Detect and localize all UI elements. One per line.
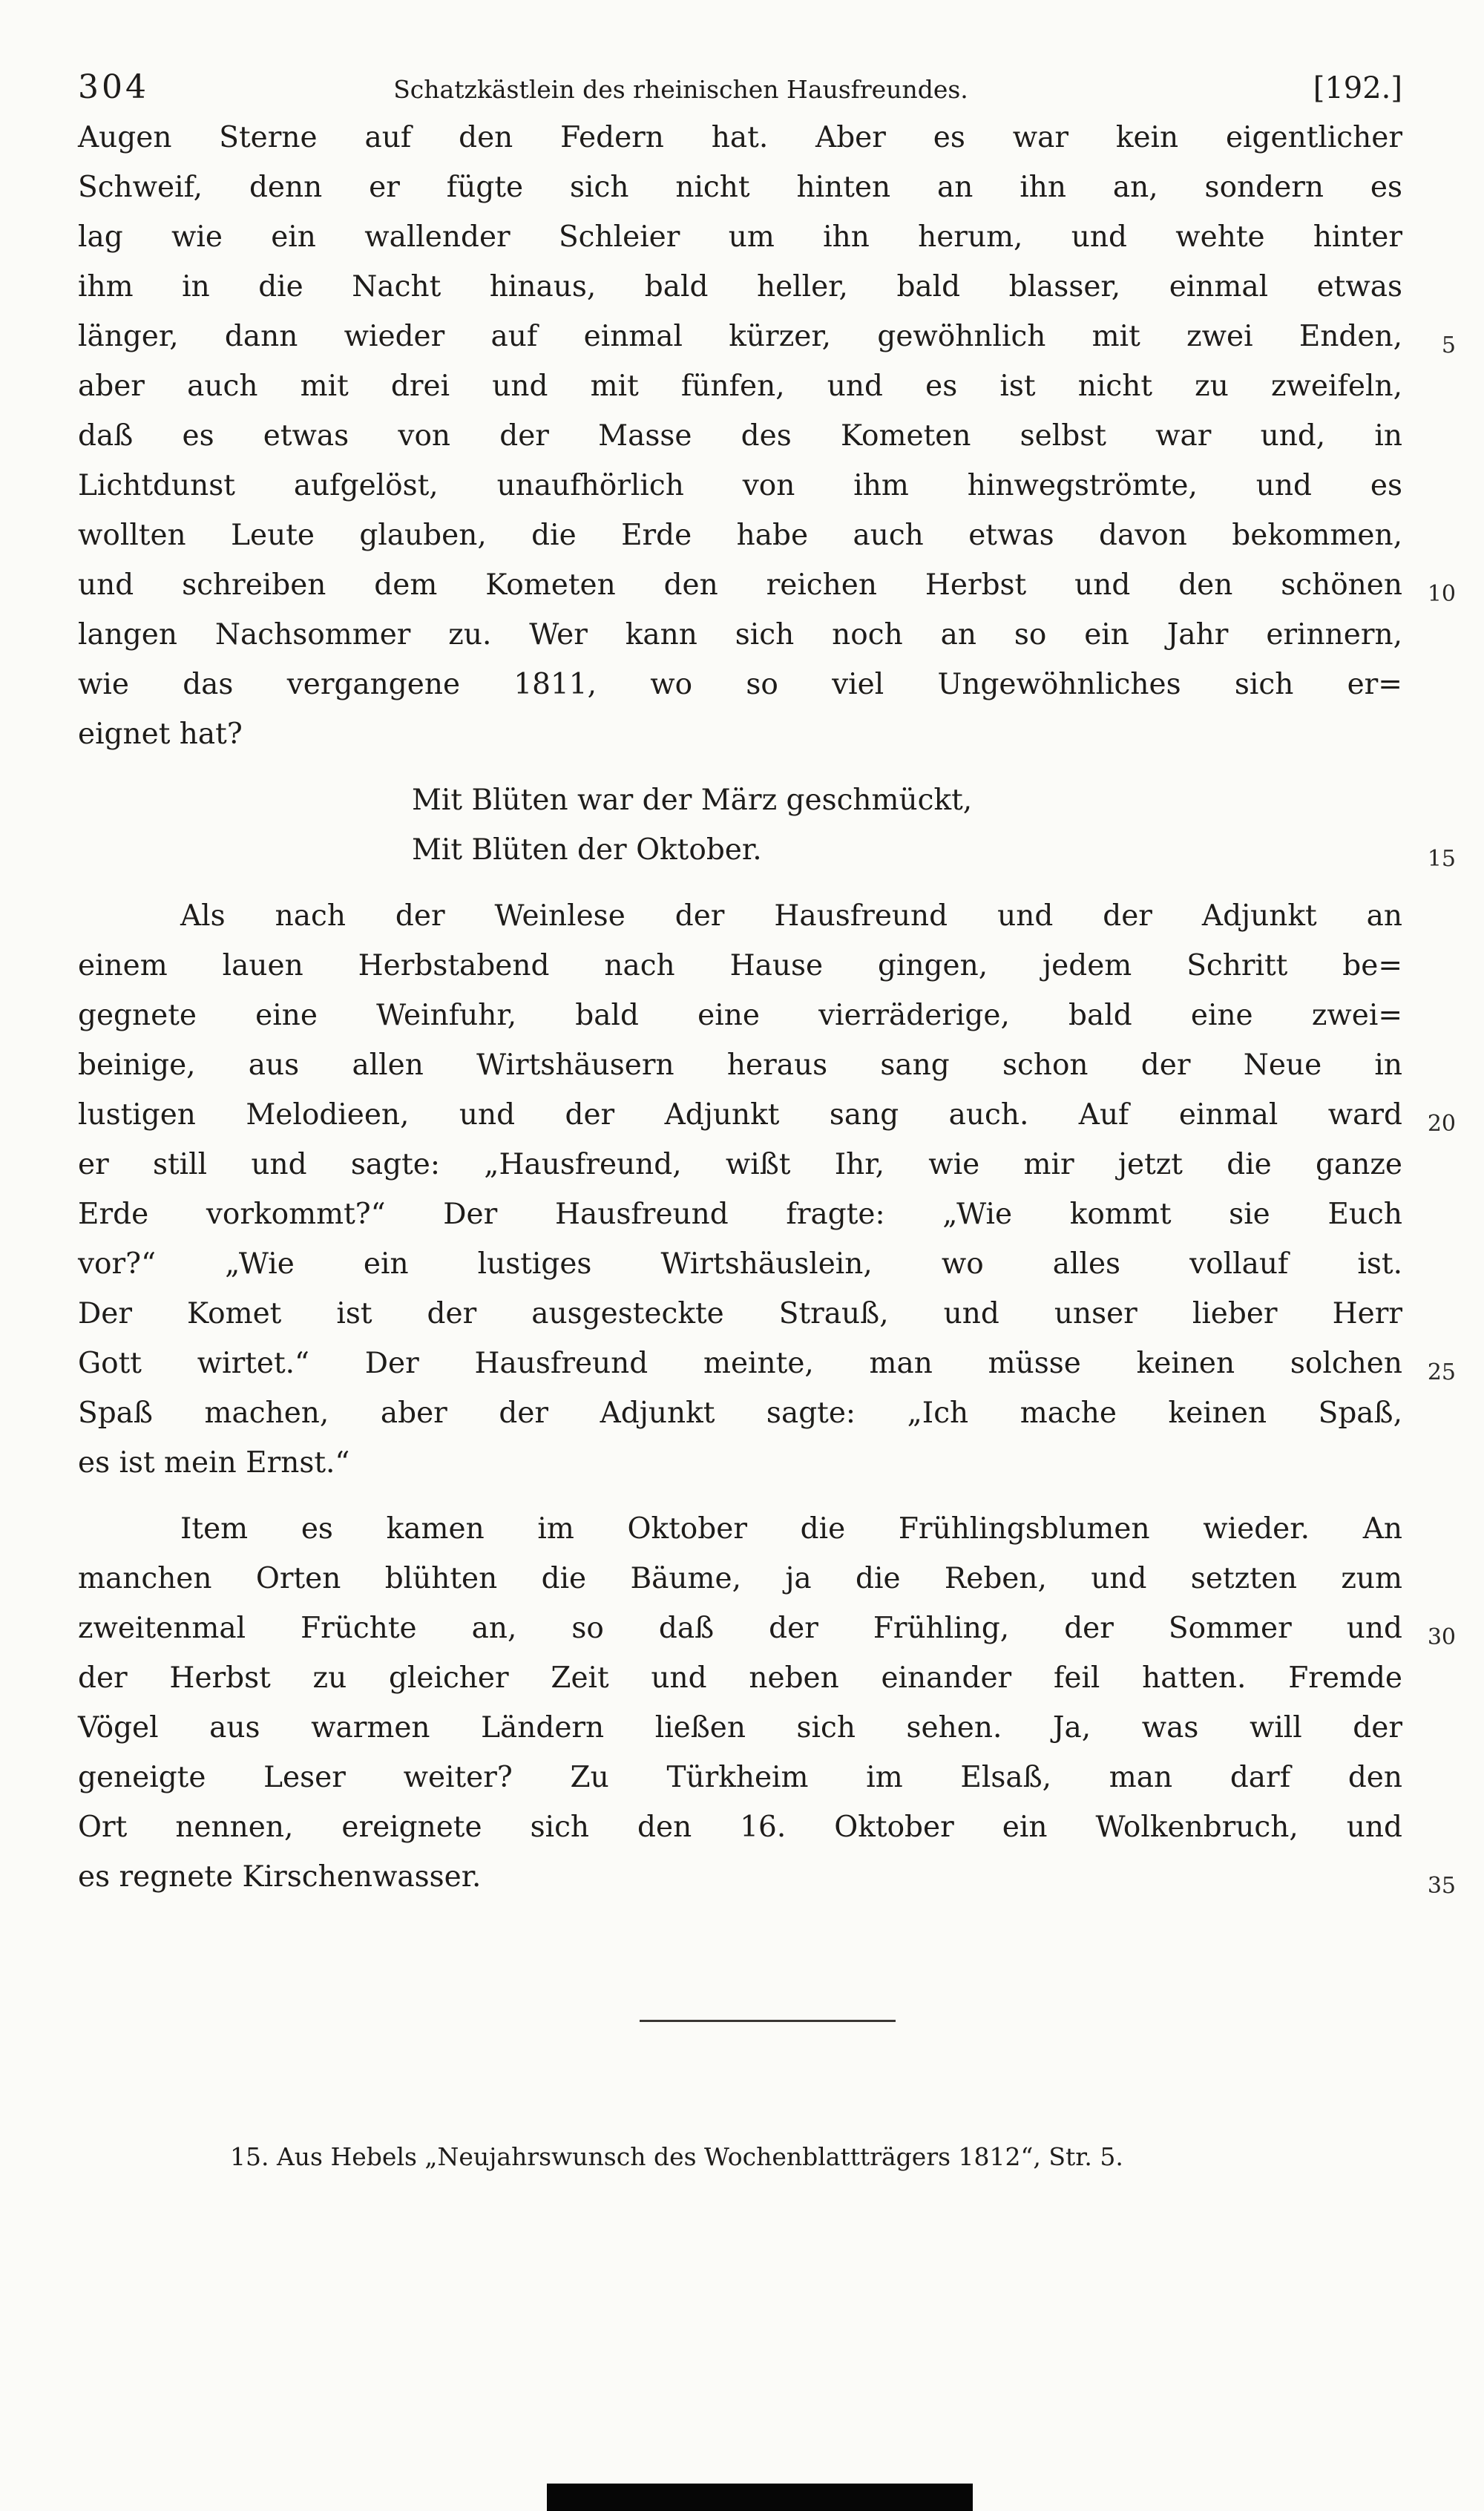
text-line: [78, 941, 1402, 991]
text-line-content: einem lauen Herbstabend nach Hause gingen, jedem Schritt be=: [78, 949, 1402, 982]
text-line-content: lag wie ein wallender Schleier um ihn herum, und wehte hinter: [78, 220, 1402, 254]
verse-block: [78, 775, 1456, 875]
text-line-content: Gott wirtet.“ Der Hausfreund meinte, man müsse keinen solchen: [78, 1347, 1402, 1380]
text-line-content: Vögel aus warmen Ländern ließen sich sehen. Ja, was will der: [78, 1711, 1402, 1744]
text-line: [78, 709, 1402, 759]
text-line: [78, 560, 1456, 610]
header-reference: [192.]: [1313, 71, 1402, 105]
text-line: [78, 1604, 1456, 1653]
text-line-content: Der Komet ist der ausgesteckte Strauß, und unser lieber Herr: [78, 1297, 1402, 1330]
paragraph-block: [78, 113, 1456, 759]
text-line-content: wollten Leute glauben, die Erde habe auch etwas davon bekommen,: [78, 519, 1402, 552]
text-line: [78, 461, 1402, 511]
text-line: [78, 511, 1402, 560]
scan-artifact-bar: [547, 2484, 973, 2511]
text-line-content: Lichtdunst aufgelöst, unaufhörlich von ihm hinwegströmte, und es: [78, 469, 1402, 502]
text-line: [78, 1189, 1402, 1239]
text-line: [78, 1388, 1402, 1438]
text-line: [78, 660, 1402, 709]
line-number: 35: [1427, 1873, 1456, 1899]
line-number: 15: [1427, 846, 1456, 872]
text-line: [78, 1140, 1402, 1189]
text-line-content: es ist mein Ernst.“: [78, 1446, 350, 1480]
text-line: [78, 312, 1456, 361]
text-line: [78, 1239, 1402, 1289]
paragraph-block: [78, 1504, 1456, 1902]
text-line-content: Erde vorkommt?“ Der Hausfreund fragte: „Wie kommt sie Euch: [78, 1198, 1402, 1231]
text-line-content: lustigen Melodieen, und der Adjunkt sang auch. Auf einmal ward: [78, 1098, 1402, 1132]
footnote: 15. Aus Hebels „Neujahrswunsch des Wochenblattträgers 1812“, Str. 5.: [230, 2142, 1123, 2171]
line-number: 30: [1427, 1624, 1456, 1650]
text-line: [78, 1339, 1456, 1388]
text-line: [78, 1554, 1402, 1604]
text-line-content: Ort nennen, ereignete sich den 16. Oktober ein Wolkenbruch, und: [78, 1811, 1402, 1844]
text-line: [78, 1289, 1402, 1339]
text-line: [78, 1438, 1402, 1488]
text-line-content: Schweif, denn er fügte sich nicht hinten an ihn an, sondern es: [78, 171, 1402, 204]
text-line: [78, 411, 1402, 461]
text-line: [78, 991, 1402, 1040]
text-line-content: aber auch mit drei und mit fünfen, und es ist nicht zu zweifeln,: [78, 370, 1402, 403]
text-line-content: und schreiben dem Kometen den reichen Herbst und den schönen: [78, 568, 1402, 602]
text-line: [78, 1090, 1456, 1140]
text-line: [78, 610, 1402, 660]
text-line: [78, 262, 1402, 312]
text-line-content: Mit Blüten der Oktober.: [412, 833, 762, 867]
text-line: [78, 1802, 1402, 1852]
text-line: [78, 1753, 1402, 1802]
text-line: [78, 775, 1402, 825]
text-line: [78, 1040, 1402, 1090]
running-title: Schatzkästlein des rheinischen Hausfreundes.: [393, 75, 968, 104]
text-line-content: vor?“ „Wie ein lustiges Wirtshäuslein, wo alles vollauf ist.: [78, 1247, 1402, 1281]
line-number: 25: [1427, 1359, 1456, 1385]
text-line-content: manchen Orten blühten die Bäume, ja die Reben, und setzten zum: [78, 1562, 1402, 1595]
text-line-content: Als nach der Weinlese der Hausfreund und der Adjunkt an: [180, 899, 1402, 933]
text-line: [78, 1504, 1402, 1554]
text-line-content: beinige, aus allen Wirtshäusern heraus sang schon der Neue in: [78, 1048, 1402, 1082]
text-line-content: zweitenmal Früchte an, so daß der Frühling, der Sommer und: [78, 1612, 1402, 1645]
text-line-content: Item es kamen im Oktober die Frühlingsblumen wieder. An: [180, 1512, 1402, 1546]
text-line-content: länger, dann wieder auf einmal kürzer, gewöhnlich mit zwei Enden,: [78, 320, 1402, 353]
page-body: [78, 113, 1456, 1902]
text-line-content: wie das vergangene 1811, wo so viel Ungewöhnliches sich er=: [78, 668, 1402, 701]
line-number: 20: [1427, 1111, 1456, 1137]
text-line-content: der Herbst zu gleicher Zeit und neben einander feil hatten. Fremde: [78, 1661, 1402, 1695]
line-number: 10: [1427, 581, 1456, 607]
text-line-content: eignet hat?: [78, 718, 243, 751]
text-line: [78, 361, 1402, 411]
text-line: [78, 1852, 1456, 1902]
page-number: 304: [78, 68, 149, 106]
footnote-separator: [640, 2020, 896, 2022]
paragraph-block: [78, 891, 1456, 1488]
text-line: [78, 212, 1402, 262]
text-line: [78, 1653, 1402, 1703]
text-line-content: Spaß machen, aber der Adjunkt sagte: „Ich mache keinen Spaß,: [78, 1396, 1402, 1430]
text-line: [78, 163, 1402, 212]
text-line: [78, 825, 1456, 875]
text-line-content: Mit Blüten war der März geschmückt,: [412, 784, 973, 817]
text-line-content: ihm in die Nacht hinaus, bald heller, bald blasser, einmal etwas: [78, 270, 1402, 303]
text-line: [78, 113, 1402, 163]
text-line-content: geneigte Leser weiter? Zu Türkheim im Elsaß, man darf den: [78, 1761, 1402, 1794]
text-line-content: langen Nachsommer zu. Wer kann sich noch an so ein Jahr erinnern,: [78, 618, 1402, 651]
text-line: [78, 1703, 1402, 1753]
text-line-content: er still und sagte: „Hausfreund, wißt Ihr, wie mir jetzt die ganze: [78, 1148, 1402, 1181]
text-line-content: gegnete eine Weinfuhr, bald eine vierräderige, bald eine zwei=: [78, 999, 1402, 1032]
text-line: [78, 891, 1402, 941]
text-line-content: Augen Sterne auf den Federn hat. Aber es war kein eigentlicher: [78, 121, 1402, 154]
text-line-content: es regnete Kirschenwasser.: [78, 1860, 482, 1894]
line-number: 5: [1441, 332, 1456, 358]
page-header: [78, 68, 1402, 106]
text-line-content: daß es etwas von der Masse des Kometen selbst war und, in: [78, 419, 1402, 453]
